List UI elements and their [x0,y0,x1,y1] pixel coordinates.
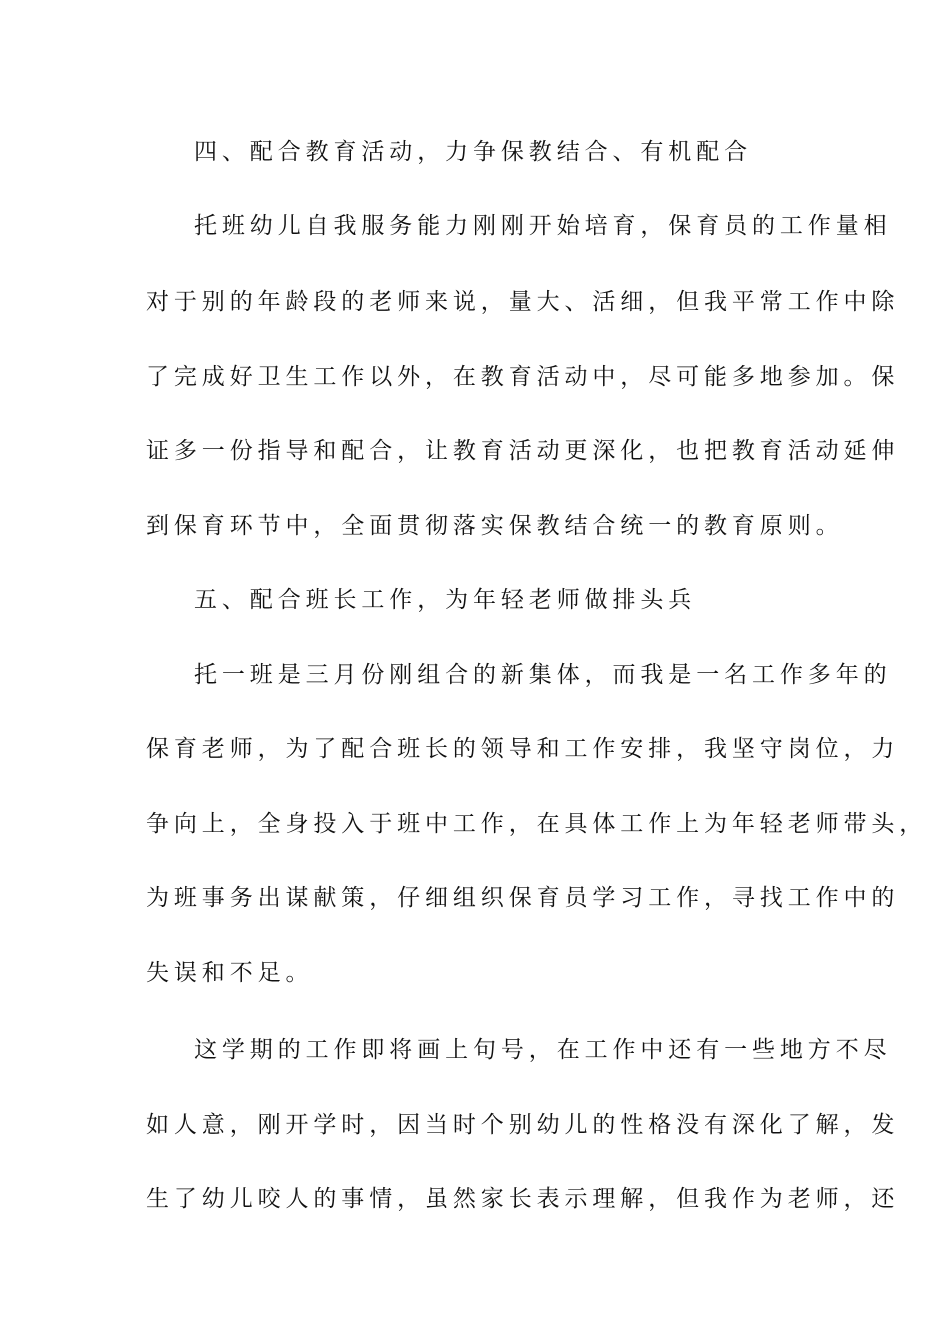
paragraph-line: 了完成好卫生工作以外，在教育活动中，尽可能多地参加。保 [146,364,900,390]
paragraph-line: 这学期的工作即将画上句号，在工作中还有一些地方不尽 [194,1037,892,1063]
paragraph-line: 证多一份指导和配合，让教育活动更深化，也把教育活动延伸 [146,438,900,464]
paragraph-line: 失误和不足。 [146,960,314,986]
paragraph-line: 如人意，刚开学时，因当时个别幼儿的性格没有深化了解，发 [146,1112,900,1138]
section-heading-5: 五、配合班长工作，为年轻老师做排头兵 [194,587,697,613]
paragraph-line: 对于别的年龄段的老师来说，量大、活细，但我平常工作中除 [146,289,900,315]
paragraph-line: 托一班是三月份刚组合的新集体，而我是一名工作多年的 [194,662,892,688]
paragraph-line: 托班幼儿自我服务能力刚刚开始培育，保育员的工作量相 [194,213,892,239]
paragraph-line: 争向上，全身投入于班中工作，在具体工作上为年轻老师带头， [146,811,928,837]
section-heading-4: 四、配合教育活动，力争保教结合、有机配合 [194,139,752,165]
paragraph-line: 生了幼儿咬人的事情，虽然家长表示理解，但我作为老师，还 [146,1186,900,1212]
paragraph-line: 保育老师，为了配合班长的领导和工作安排，我坚守岗位，力 [146,736,900,762]
paragraph-line: 为班事务出谋献策，仔细组织保育员学习工作，寻找工作中的 [146,885,900,911]
paragraph-line: 到保育环节中，全面贯彻落实保教结合统一的教育原则。 [146,513,844,539]
